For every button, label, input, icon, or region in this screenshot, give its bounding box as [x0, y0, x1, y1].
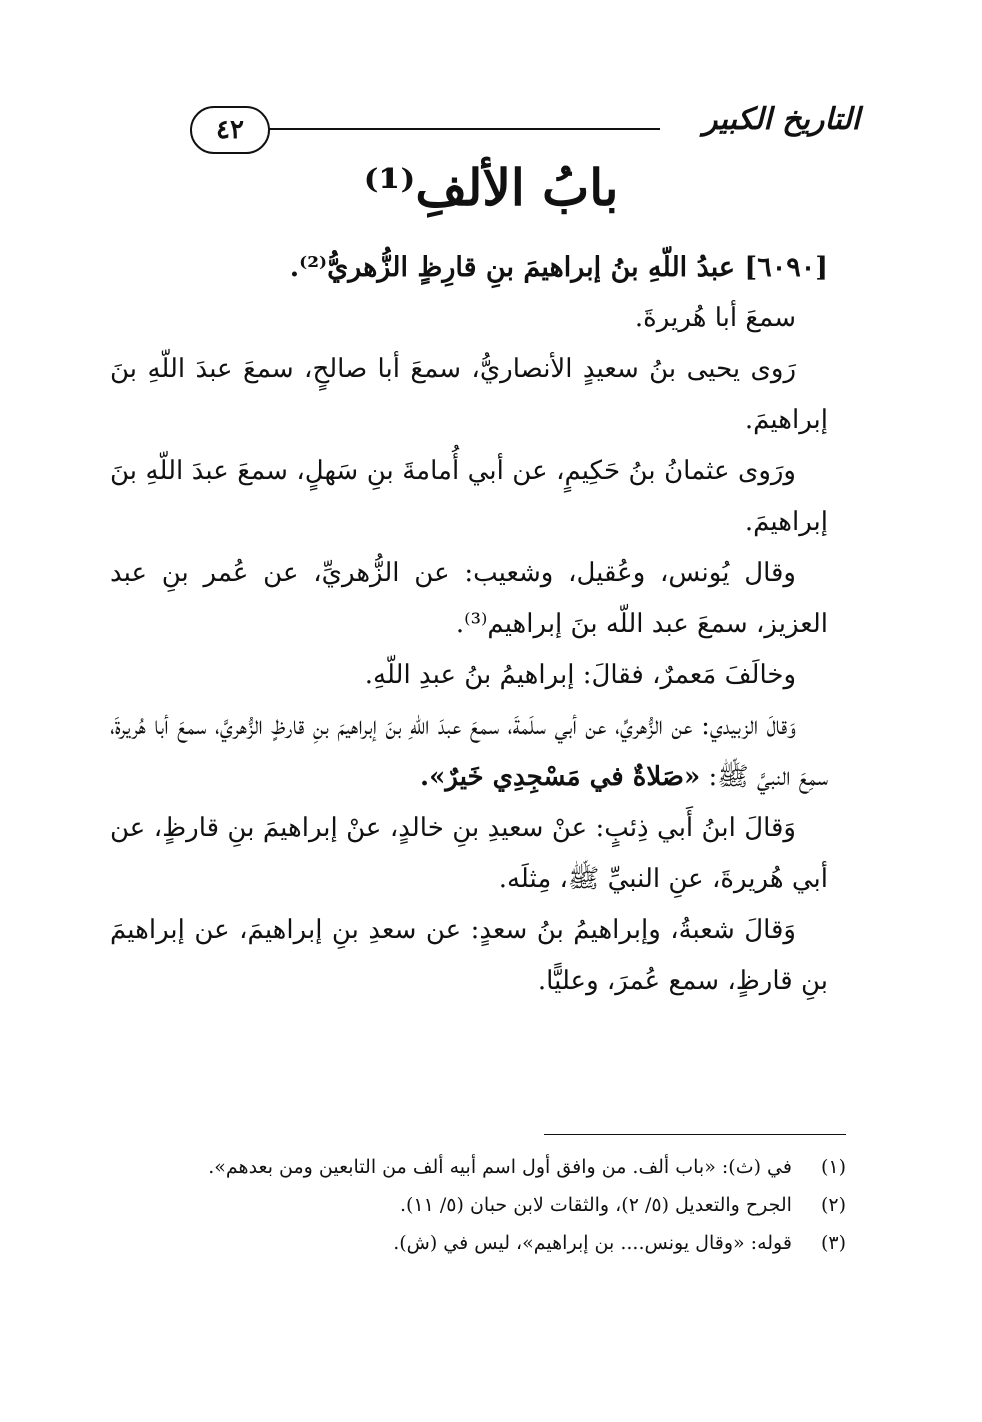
entry-name: عبدُ اللّهِ بنُ إبراهيمَ بنِ قارِظٍ الزُّهريُّ⁽²⁾. [289, 252, 736, 283]
entry-number: [٦٠٩٠] [744, 252, 828, 283]
footnote-number: (٣) [820, 1232, 846, 1254]
body-text [110, 242, 828, 1007]
paragraph: وقال يُونس، وعُقيل، وشعيب: عن الزُّهريِّ، عن عُمر بنِ عبد العزيز، سمعَ عبد اللّه بنَ إبراهيم⁽³⁾. [110, 558, 828, 639]
chapter-title: بابُ الألفِ⁽¹⁾ [363, 158, 619, 217]
paragraph: رَوى يحيى بنُ سعيدٍ الأنصاريُّ، سمعَ أبا صالحٍ، سمعَ عبدَ اللّهِ بنَ إبراهيمَ. [110, 354, 828, 435]
header-rule [268, 128, 660, 130]
footnote-text: الجرح والتعديل (٥/ ٢)، والثقات لابن حبان (٥/ ١١). [399, 1194, 792, 1216]
footnote-separator [544, 1134, 846, 1135]
paragraph: وَقالَ شعبةُ، وإبراهيمُ بنُ سعدٍ: عن سعدِ بنِ إبراهيمَ، عن إبراهيمَ بنِ قارظٍ، سمع عُمرَ، وعليًّا. [110, 915, 828, 996]
hadith-quote: «صَلاةٌ في مَسْجِدِي خَيرٌ». [420, 762, 701, 792]
footnote [130, 1148, 846, 1186]
paragraph: وَقالَ ابنُ أَبي ذِئبٍ: عنْ سعيدِ بنِ خالدٍ، عنْ إبراهيمَ بنِ قارظٍ، عن أبي هُريرةَ، عنِ النبيِّ ﷺ، مِثلَه. [110, 813, 828, 894]
footnote-text: قوله: «وقال يونس.... بن إبراهيم»، ليس في (ش). [393, 1232, 792, 1254]
page-number [190, 106, 270, 154]
zubaydi-text: وَقالَ الزبيدي: عن الزُّهريِّ، عن أبي سلَمةَ، سمعَ عبدَ اللّهِ بنَ إبراهيمَ بنِ قارظٍ الزُّهريَّ، سمعَ أبا هُريرةَ، سمِعَ النبيَّ ﷺ: [110, 711, 828, 792]
book-title: التاريخ الكبير [702, 102, 860, 137]
paragraph: سمعَ أبا هُريرةَ. [634, 303, 796, 333]
page-number-text: ٤٢ [216, 115, 244, 145]
footnote [130, 1186, 846, 1224]
entry-heading [110, 242, 828, 293]
running-header [100, 100, 860, 160]
footnote-text: في (ث): «باب ألف. من وافق أول اسم أبيه ألف من التابعين ومن بعدهم». [208, 1156, 792, 1178]
footnote-number: (١) [820, 1156, 846, 1178]
footnote [130, 1224, 846, 1262]
footnote-number: (٢) [820, 1194, 846, 1216]
paragraph-zubaydi [110, 701, 828, 803]
footnotes [130, 1148, 846, 1262]
paragraph: ورَوى عثمانُ بنُ حَكِيمٍ، عن أبي أُمامةَ بنِ سَهلٍ، سمعَ عبدَ اللّهِ بنَ إبراهيمَ. [110, 456, 828, 537]
paragraph: وخالَفَ مَعمرٌ، فقالَ: إبراهيمُ بنُ عبدِ اللّهِ. [364, 660, 796, 690]
